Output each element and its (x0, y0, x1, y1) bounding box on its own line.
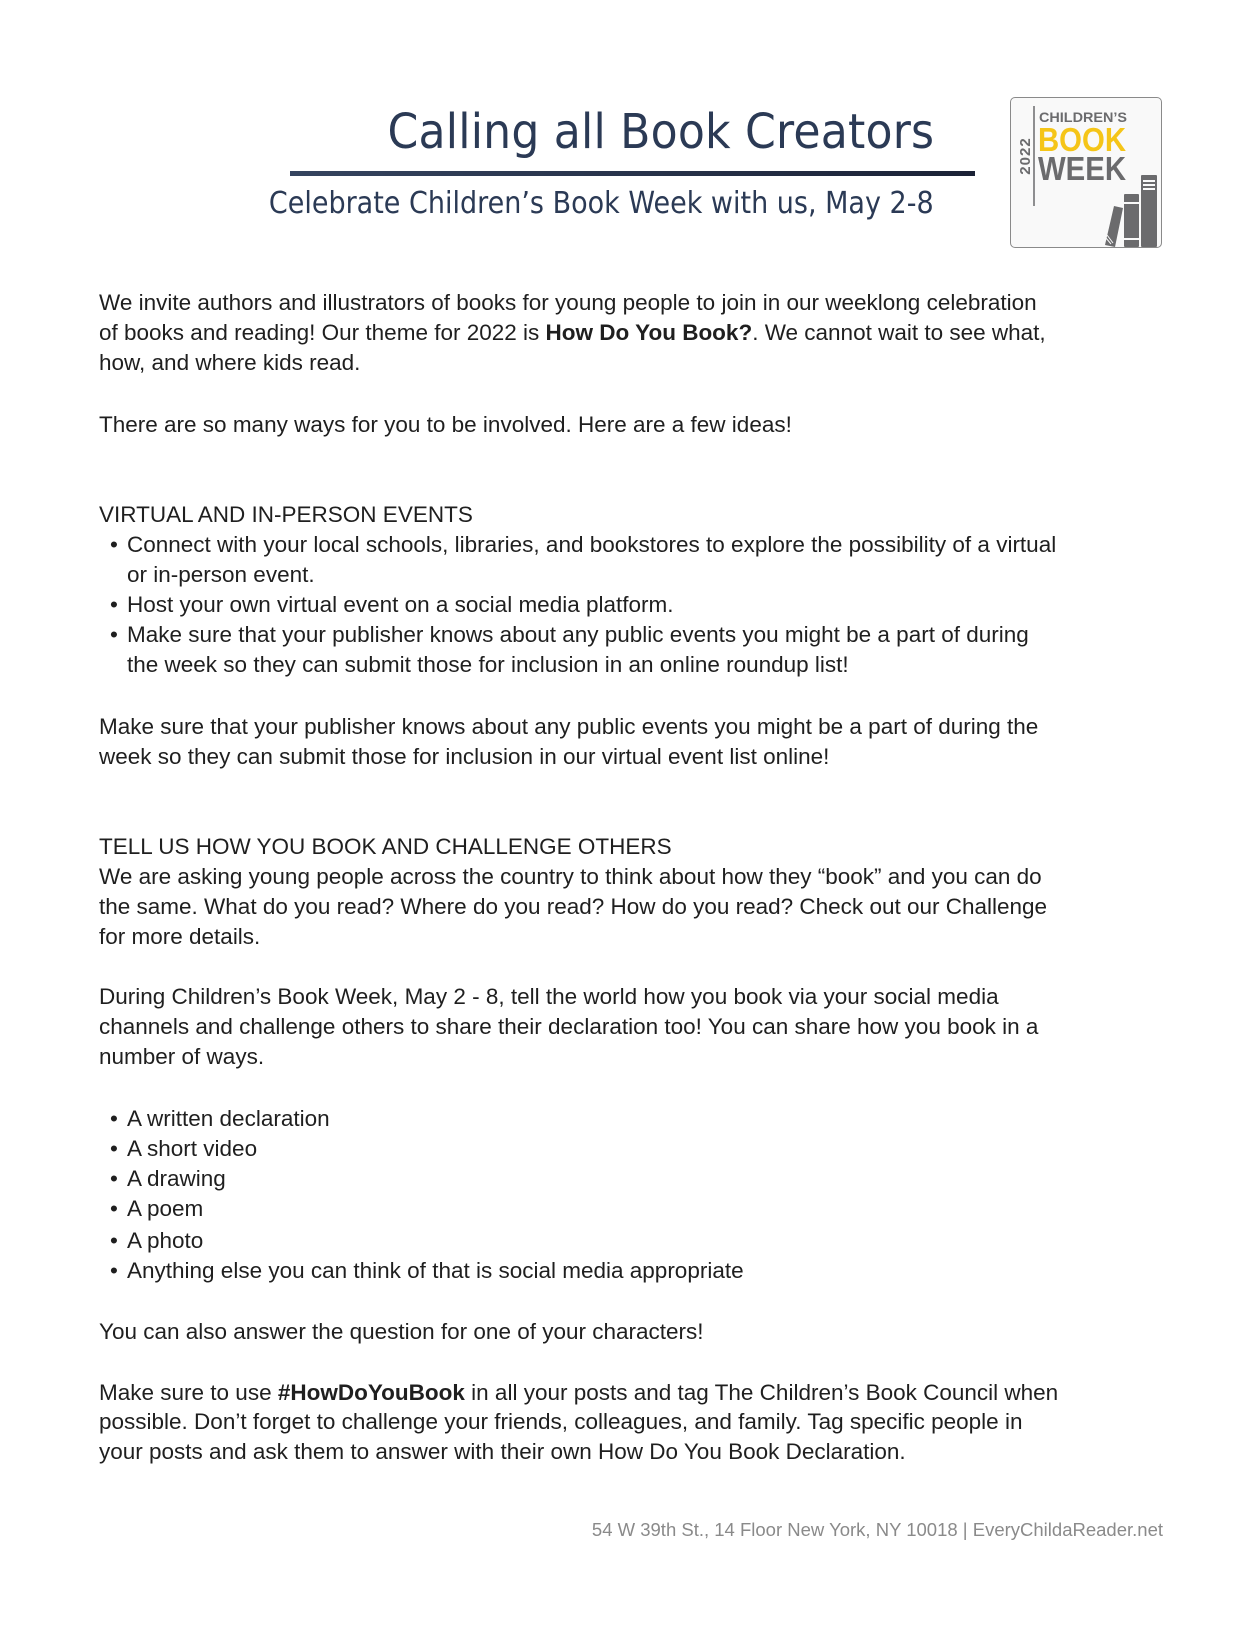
logo-year: 2022 (1017, 137, 1034, 175)
challenge-p1-line: for more details. (99, 924, 261, 949)
events-note-line-2: week so they can submit those for inclusion in our virtual event list online! (99, 744, 830, 769)
bullet-icon: • (110, 1106, 118, 1131)
list-item-text: Connect with your local schools, libraries, and bookstores to explore the possibility of a virtual (127, 532, 1057, 557)
intro-text: of books and reading! Our theme for 2022 is (99, 320, 546, 345)
title-divider (290, 171, 975, 176)
events-note-line-1: Make sure that your publisher knows about any public events you might be a part of during the (99, 714, 1039, 739)
bullet-icon: • (110, 1228, 118, 1253)
list-item-text: Host your own virtual event on a social media platform. (127, 592, 674, 617)
list-item-text: the week so they can submit those for inclusion in an online roundup list! (127, 652, 849, 677)
hashtag: #HowDoYouBook (277, 1380, 465, 1405)
bullet-icon: • (110, 1196, 118, 1221)
footer-address: 54 W 39th St., 14 Floor New York, NY 10018 | EveryChildaReader.net (591, 1519, 1163, 1540)
logo-graphic (1011, 98, 1161, 247)
bullet-icon: • (110, 1166, 118, 1191)
list-item-text: or in-person event. (127, 562, 315, 587)
list-item-text: A written declaration (127, 1106, 330, 1131)
challenge-p2-line: channels and challenge others to share their declaration too! You can share how you book in a (99, 1014, 1039, 1039)
characters-note: You can also answer the question for one of your characters! (99, 1319, 704, 1344)
challenge-heading: TELL US HOW YOU BOOK AND CHALLENGE OTHERS (99, 834, 672, 859)
events-heading: VIRTUAL AND IN-PERSON EVENTS (99, 502, 473, 527)
page-subtitle: Celebrate Children’s Book Week with us, May 2-8 (269, 186, 934, 221)
logo-line2: BOOK (1038, 121, 1127, 158)
challenge-p1-line: We are asking young people across the country to think about how they “book” and you can do (99, 864, 1042, 889)
logo-line1: CHILDREN’S (1039, 109, 1127, 125)
ideas-intro: There are so many ways for you to be involved. Here are a few ideas! (99, 412, 792, 437)
theme-name: How Do You Book? (545, 320, 753, 345)
challenge-p1-line: the same. What do you read? Where do you read? How do you read? Check out our Challenge (99, 894, 1048, 919)
intro-line-3: how, and where kids read. (99, 350, 361, 375)
list-item-text: A photo (127, 1228, 204, 1253)
closing-line-3: your posts and ask them to answer with their own How Do You Book Declaration. (99, 1439, 906, 1464)
bullet-icon: • (110, 622, 118, 647)
challenge-p2-line: number of ways. (99, 1044, 265, 1069)
closing-line-1 (99, 1378, 1058, 1408)
intro-line-1: We invite authors and illustrators of books for young people to join in our weeklong celebration (99, 290, 1037, 315)
list-item-text: A drawing (127, 1166, 226, 1191)
logo-line3: WEEK (1038, 150, 1127, 187)
bullet-icon: • (110, 1258, 118, 1283)
list-item-text: A poem (127, 1196, 204, 1221)
intro-line-2 (99, 318, 1046, 348)
page-title: Calling all Book Creators (387, 104, 934, 160)
list-item-text: Make sure that your publisher knows about any public events you might be a part of during (127, 622, 1029, 647)
closing-line-2: possible. Don’t forget to challenge your friends, colleagues, and family. Tag specific people in (99, 1409, 1023, 1434)
challenge-p2-line: During Children’s Book Week, May 2 - 8, tell the world how you book via your social media (99, 984, 999, 1009)
list-item-text: A short video (127, 1136, 258, 1161)
bullet-icon: • (110, 532, 118, 557)
bullet-icon: • (110, 1136, 118, 1161)
closing-text: in all your posts and tag The Children’s Book Council when (464, 1380, 1059, 1405)
childrens-book-week-logo (1010, 97, 1162, 248)
bullet-icon: • (110, 592, 118, 617)
list-item-text: Anything else you can think of that is social media appropriate (127, 1258, 744, 1283)
closing-text: Make sure to use (99, 1380, 278, 1405)
intro-text: . We cannot wait to see what, (752, 320, 1046, 345)
